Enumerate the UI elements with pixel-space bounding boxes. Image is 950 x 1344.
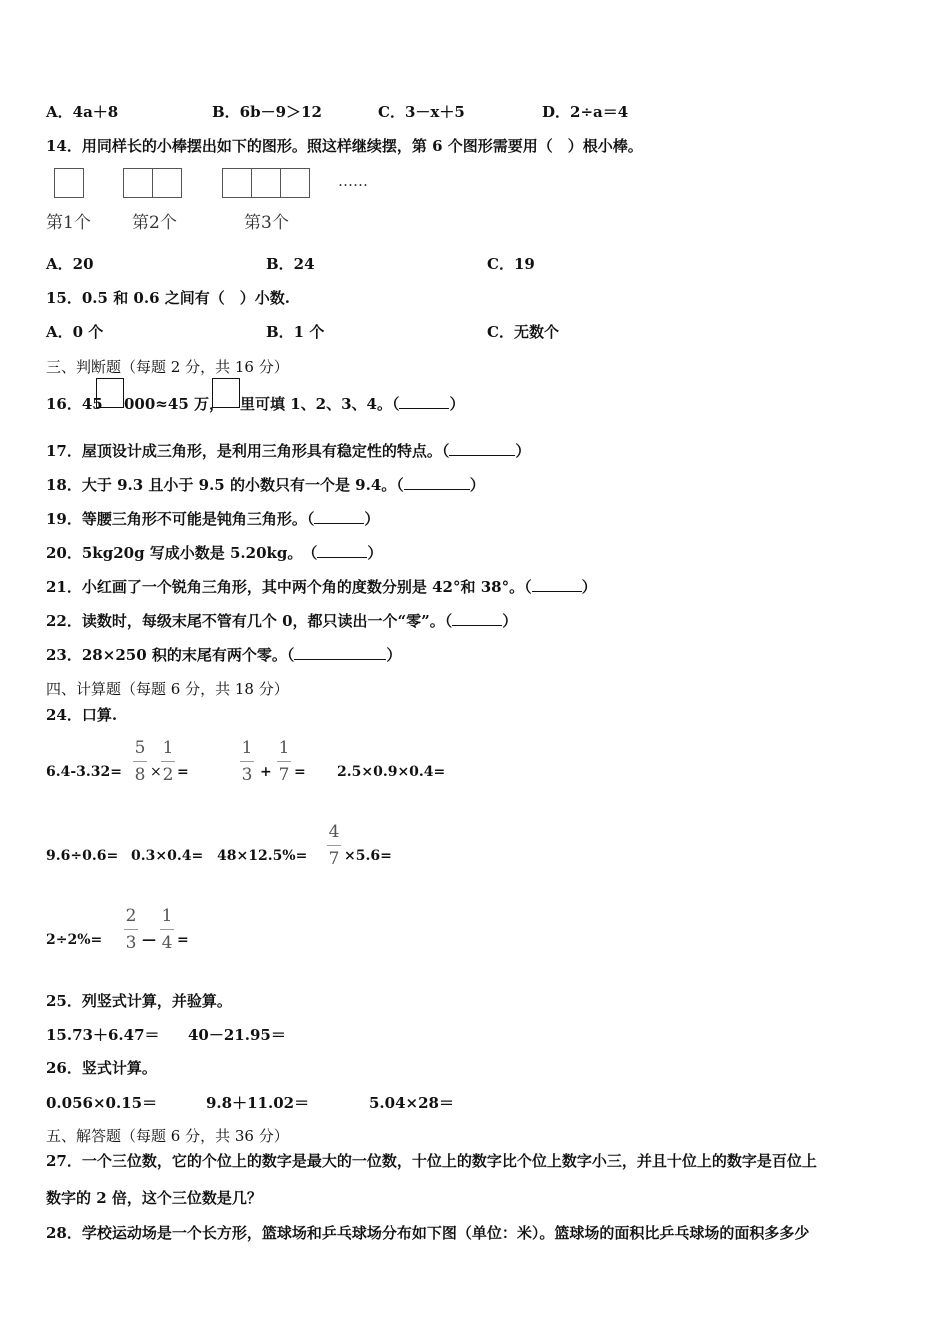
q24-expr-5: 9.6÷0.6= bbox=[46, 848, 119, 864]
q23-text: 23．28×250 积的末尾有两个零。（ bbox=[46, 646, 295, 664]
q19-text: 19．等腰三角形不可能是钝角三角形。（ bbox=[46, 510, 315, 528]
q14-option-c: C．19 bbox=[487, 255, 535, 273]
q26-expr-b: 9.8＋11.02＝ bbox=[206, 1094, 310, 1112]
fraction-denominator: 2 bbox=[162, 765, 174, 785]
q17-close: ） bbox=[515, 442, 531, 460]
fraction-1-4 bbox=[160, 906, 174, 953]
q25-expr-b: 40－21.95＝ bbox=[188, 1026, 286, 1044]
q14-label-3: 第3个 bbox=[244, 213, 289, 233]
answer-blank[interactable] bbox=[404, 475, 470, 490]
q24-expr-4: 2.5×0.9×0.4= bbox=[337, 764, 446, 780]
q24-expr-9: 2÷2%= bbox=[46, 932, 103, 948]
q20-close: ） bbox=[367, 544, 383, 562]
q21-question bbox=[46, 577, 597, 597]
q13-option-c: C．3－x＋5 bbox=[378, 103, 465, 121]
q15-question: 15．0.5 和 0.6 之间有（ ）小数. bbox=[46, 289, 290, 307]
fraction-1-7 bbox=[277, 738, 291, 785]
q14-label-1: 第1个 bbox=[46, 213, 91, 233]
q14-option-a: A．20 bbox=[46, 255, 94, 273]
q28-line-1: 28．学校运动场是一个长方形，篮球场和乒乓球场分布如下图（单位：米）。篮球场的面积比乒乓球场的面积多多少 bbox=[46, 1224, 810, 1242]
fraction-denominator: 4 bbox=[161, 933, 173, 953]
q24-eq-1: = bbox=[177, 764, 189, 780]
q19-close: ） bbox=[364, 510, 380, 528]
q18-text: 18．大于 9.3 且小于 9.5 的小数只有一个是 9.4。（ bbox=[46, 476, 404, 494]
fraction-denominator: 7 bbox=[278, 765, 290, 785]
q22-text: 22．读数时，每级末尾不管有几个 0，都只读出一个“零”。（ bbox=[46, 612, 453, 630]
answer-blank[interactable] bbox=[452, 611, 502, 626]
q18-question bbox=[46, 475, 485, 495]
q21-close: ） bbox=[581, 578, 597, 596]
fraction-numerator: 4 bbox=[327, 822, 341, 846]
q14-ellipsis: …… bbox=[338, 172, 368, 190]
q24-expr-6: 0.3×0.4= bbox=[131, 848, 204, 864]
fraction-denominator: 3 bbox=[125, 933, 137, 953]
stick-square bbox=[280, 168, 310, 198]
q15-option-b: B．1 个 bbox=[266, 323, 325, 341]
stick-square bbox=[222, 168, 252, 198]
stick-square bbox=[54, 168, 84, 198]
stick-square bbox=[123, 168, 153, 198]
section-5-heading: 五、解答题（每题 6 分，共 36 分） bbox=[46, 1127, 289, 1145]
answer-blank[interactable] bbox=[399, 394, 449, 409]
q24-times-op: × bbox=[150, 764, 162, 780]
q21-text: 21．小红画了一个锐角三角形，其中两个角的度数分别是 42°和 38°。（ bbox=[46, 578, 532, 596]
fraction-denominator: 3 bbox=[241, 765, 253, 785]
fraction-numerator: 2 bbox=[124, 906, 138, 930]
q16-part-1: 16．45 bbox=[46, 395, 103, 413]
section-3-heading: 三、判断题（每题 2 分，共 16 分） bbox=[46, 358, 289, 376]
fraction-denominator: 7 bbox=[328, 849, 340, 869]
q20-text: 20．5kg20g 写成小数是 5.20kg。 （ bbox=[46, 544, 318, 562]
q24-minus-op: — bbox=[142, 932, 156, 948]
fraction-denominator: 8 bbox=[134, 765, 146, 785]
q26-expr-c: 5.04×28＝ bbox=[369, 1094, 454, 1112]
q26-title: 26．竖式计算。 bbox=[46, 1059, 157, 1077]
q13-option-d: D．2÷a＝4 bbox=[542, 103, 629, 121]
answer-blank[interactable] bbox=[317, 543, 367, 558]
fraction-numerator: 5 bbox=[133, 738, 147, 762]
q15-option-a: A．0 个 bbox=[46, 323, 104, 341]
fraction-numerator: 1 bbox=[240, 738, 254, 762]
q24-plus-op: + bbox=[260, 764, 272, 780]
q25-title: 25．列竖式计算，并验算。 bbox=[46, 992, 232, 1010]
q13-option-a: A．4a＋8 bbox=[46, 103, 119, 121]
q14-question: 14．用同样长的小棒摆出如下的图形。照这样继续摆，第 6 个图形需要用（ ）根小棒。 bbox=[46, 137, 643, 155]
q24-expr-8: ×5.6= bbox=[344, 848, 392, 864]
q14-label-2: 第2个 bbox=[132, 213, 177, 233]
q27-line-2: 数字的 2 倍，这个三位数是几？ bbox=[46, 1189, 262, 1207]
q24-expr-7: 48×12.5%= bbox=[217, 848, 308, 864]
fraction-numerator: 1 bbox=[161, 738, 175, 762]
q22-question bbox=[46, 611, 517, 631]
q13-option-b: B．6b－9＞12 bbox=[212, 103, 322, 121]
fraction-1-3 bbox=[240, 738, 254, 785]
answer-blank[interactable] bbox=[294, 645, 386, 660]
q17-text: 17．屋顶设计成三角形，是利用三角形具有稳定性的特点。（ bbox=[46, 442, 450, 460]
answer-blank[interactable] bbox=[449, 441, 515, 456]
stick-square bbox=[152, 168, 182, 198]
q16-part-2: 000≈45 万， bbox=[124, 395, 224, 413]
q16-tail: 里可填 1、2、3、4。（ bbox=[240, 395, 400, 413]
q26-expr-a: 0.056×0.15＝ bbox=[46, 1094, 158, 1112]
q18-close: ） bbox=[469, 476, 485, 494]
q24-expr-1: 6.4-3.32= bbox=[46, 764, 122, 780]
stick-square bbox=[251, 168, 281, 198]
section-4-heading: 四、计算题（每题 6 分，共 18 分） bbox=[46, 680, 289, 698]
q24-title: 24．口算. bbox=[46, 706, 118, 724]
q15-option-c: C．无数个 bbox=[487, 323, 559, 341]
q24-eq-3: = bbox=[177, 932, 189, 948]
answer-blank[interactable] bbox=[314, 509, 364, 524]
q24-eq-2: = bbox=[294, 764, 306, 780]
fraction-numerator: 1 bbox=[160, 906, 174, 930]
fraction-1-2 bbox=[161, 738, 175, 785]
q16-question bbox=[240, 394, 465, 414]
q23-question bbox=[46, 645, 401, 665]
q23-close: ） bbox=[386, 646, 402, 664]
fraction-5-8 bbox=[133, 738, 147, 785]
q17-question bbox=[46, 441, 530, 461]
fraction-4-7 bbox=[327, 822, 341, 869]
q22-close: ） bbox=[502, 612, 518, 630]
answer-blank[interactable] bbox=[532, 577, 582, 592]
fraction-2-3 bbox=[124, 906, 138, 953]
q25-expr-a: 15.73＋6.47＝ bbox=[46, 1026, 160, 1044]
fraction-numerator: 1 bbox=[277, 738, 291, 762]
q19-question bbox=[46, 509, 379, 529]
q20-question bbox=[46, 543, 382, 563]
q27-line-1: 27．一个三位数，它的个位上的数字是最大的一位数，十位上的数字比个位上数字小三，并且十位上的数字是百位上 bbox=[46, 1152, 817, 1170]
q14-option-b: B．24 bbox=[266, 255, 315, 273]
q16-close: ） bbox=[449, 395, 465, 413]
